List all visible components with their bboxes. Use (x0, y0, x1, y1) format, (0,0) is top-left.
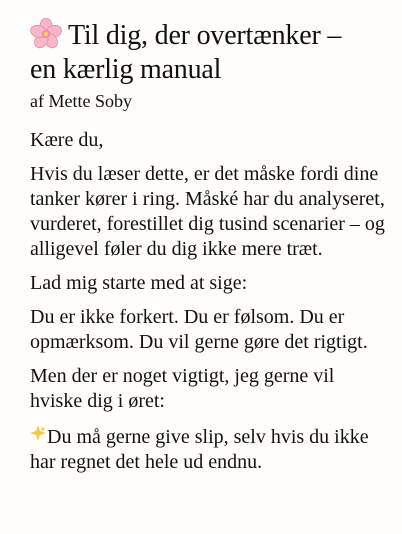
cherry-blossom-icon (30, 18, 62, 50)
document-page (30, 18, 390, 484)
title-line-1: Til dig, der overtænker – (68, 20, 342, 51)
page-title (30, 18, 390, 87)
author-byline: af Mette Soby (30, 91, 132, 111)
title-line-2: en kærlig manual (30, 54, 222, 85)
sparkles-icon (30, 423, 46, 439)
paragraph-start: Lad mig starte med at sige: (30, 272, 248, 294)
letter-body (30, 128, 390, 475)
greeting: Kære du, (30, 129, 104, 151)
paragraph-whisper: Men der er noget vigtigt, jeg gerne vil hviske dig i øret: (30, 365, 335, 412)
final-paragraph (30, 423, 390, 475)
paragraph-thoughts: Hvis du læser dette, er det måske fordi dine tanker kører i ring. Måské har du analyseret, vurderet, forestillet dig tusind scenarier – og alligevel føler du dig ikke mere træt. (30, 163, 385, 260)
final-paragraph-text: Du må gerne give slip, selv hvis du ikke har regnet det hele ud endnu. (30, 426, 369, 473)
paragraph-reassurance: Du er ikke forkert. Du er følsom. Du er opmærksom. Du vil gerne gøre det rigtigt. (30, 306, 368, 353)
